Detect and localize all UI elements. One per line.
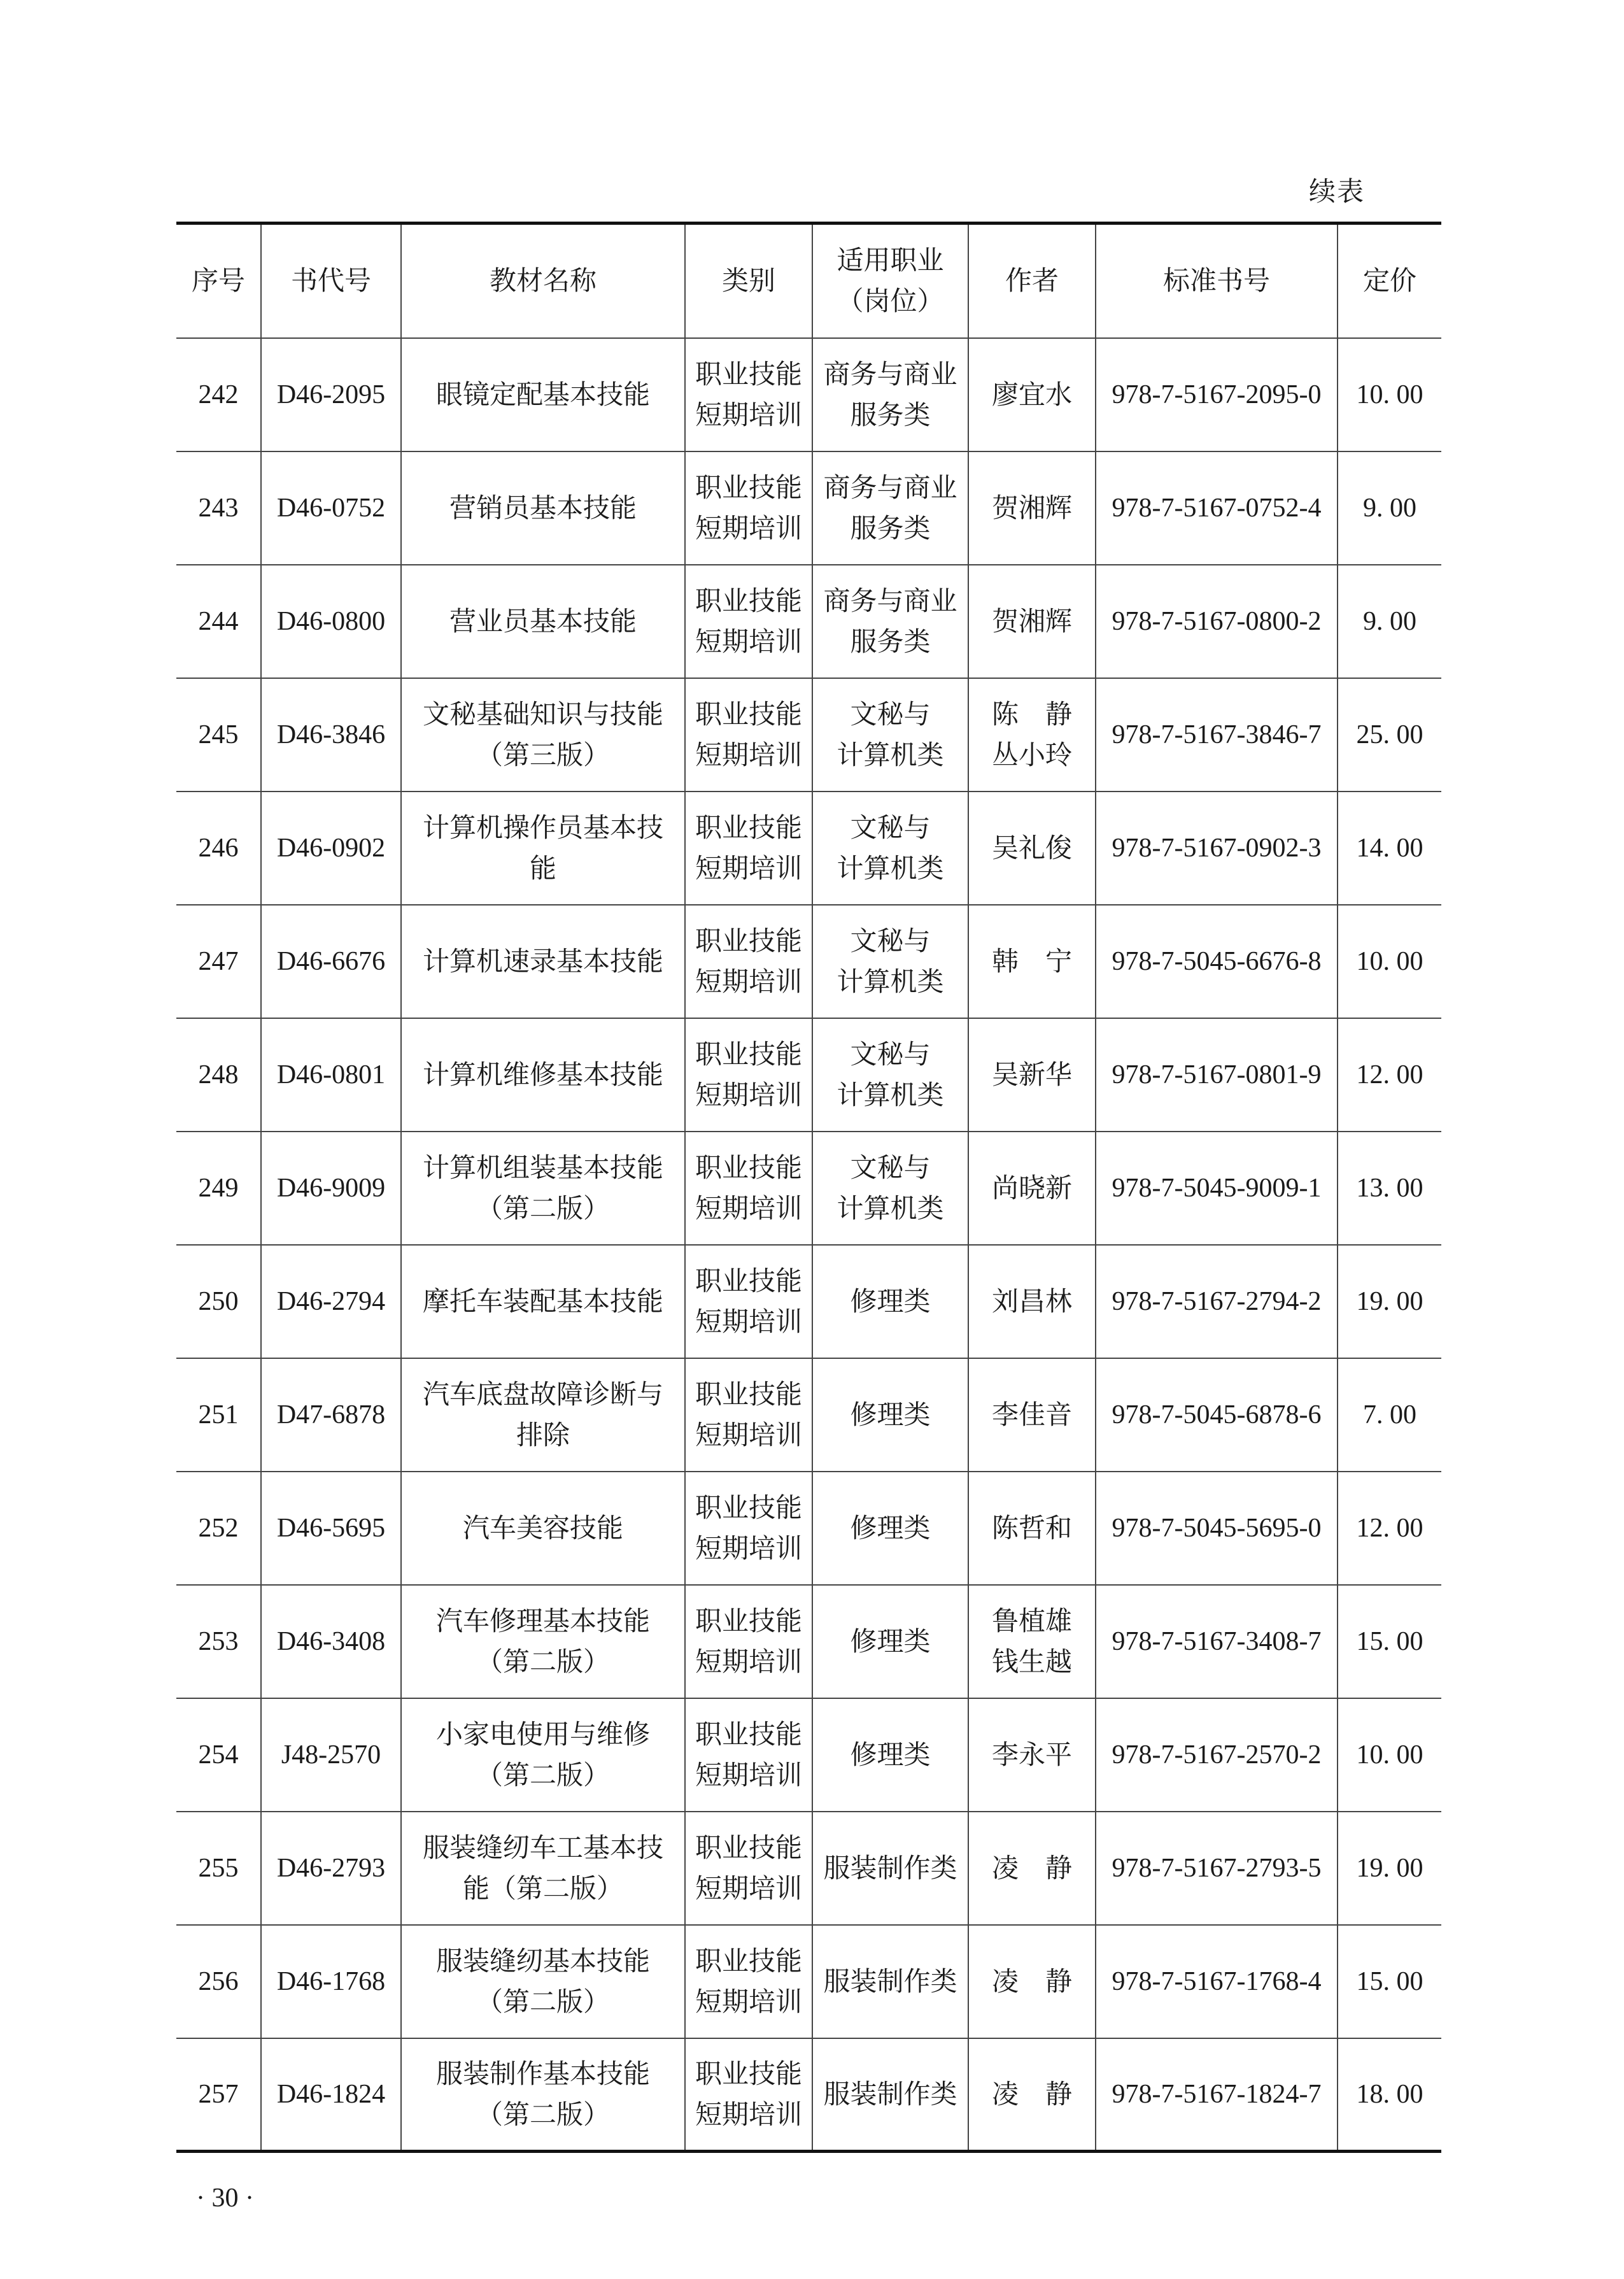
- table-row: [176, 338, 1441, 451]
- cell-occupation-line: 文秘与: [850, 811, 931, 843]
- cell-type-line: 职业技能: [695, 1378, 802, 1410]
- cell-isbn: 978-7-5167-2570-2: [1096, 1698, 1338, 1812]
- cell-name-line: （第三版）: [476, 739, 610, 770]
- cell-author: [968, 565, 1096, 678]
- cell-author-line: 鲁植雄: [991, 1605, 1072, 1636]
- cell-name-line: 排除: [516, 1419, 570, 1451]
- cell-type: [685, 1018, 812, 1132]
- cell-occupation-line: 商务与商业: [823, 358, 957, 390]
- cell-occupation: [812, 1812, 968, 1925]
- cell-name-line: 营业员基本技能: [449, 605, 637, 637]
- header-occupation: [812, 224, 968, 338]
- cell-type: [685, 1925, 812, 2038]
- cell-occupation: [812, 565, 968, 678]
- cell-isbn: 978-7-5045-6878-6: [1096, 1358, 1338, 1472]
- cell-occupation-line: 服装制作类: [823, 2078, 957, 2110]
- cell-isbn: 978-7-5167-1768-4: [1096, 1925, 1338, 2038]
- textbook-catalog-table: [176, 222, 1441, 2153]
- cell-type: [685, 678, 812, 792]
- cell-isbn: 978-7-5167-0752-4: [1096, 451, 1338, 565]
- cell-type-line: 职业技能: [695, 1038, 802, 1070]
- cell-name: [401, 338, 685, 451]
- cell-occupation-line: 计算机类: [837, 965, 944, 997]
- cell-name: [401, 1472, 685, 1585]
- cell-author: [968, 1132, 1096, 1245]
- cell-author: [968, 1358, 1096, 1472]
- cell-type: [685, 565, 812, 678]
- cell-name: [401, 451, 685, 565]
- cell-occupation-line: 服务类: [850, 399, 931, 430]
- cell-type-line: 短期培训: [695, 1419, 802, 1451]
- cell-code: D46-1824: [261, 2038, 401, 2152]
- cell-code: D46-1768: [261, 1925, 401, 2038]
- cell-price: 10. 00: [1338, 905, 1441, 1018]
- cell-type-line: 职业技能: [695, 471, 802, 503]
- cell-name: [401, 1925, 685, 2038]
- cell-price: 13. 00: [1338, 1132, 1441, 1245]
- cell-code: D46-9009: [261, 1132, 401, 1245]
- cell-type: [685, 1132, 812, 1245]
- cell-price: 12. 00: [1338, 1472, 1441, 1585]
- cell-author: [968, 1698, 1096, 1812]
- cell-type-line: 职业技能: [695, 1831, 802, 1863]
- header-row: [176, 224, 1441, 338]
- cell-price: 19. 00: [1338, 1812, 1441, 1925]
- cell-num: 252: [176, 1472, 261, 1585]
- cell-author-line: 凌 静: [991, 1965, 1072, 1997]
- cell-name-line: （第二版）: [476, 1985, 610, 2017]
- cell-isbn: 978-7-5167-3846-7: [1096, 678, 1338, 792]
- cell-price: 18. 00: [1338, 2038, 1441, 2152]
- cell-type: [685, 1585, 812, 1698]
- cell-occupation-line: 文秘与: [850, 1038, 931, 1070]
- cell-code: D46-2095: [261, 338, 401, 451]
- cell-occupation: [812, 678, 968, 792]
- cell-author-line: 廖宜水: [991, 378, 1072, 410]
- cell-name: [401, 2038, 685, 2152]
- cell-name-line: 能（第二版）: [462, 1872, 623, 1904]
- cell-type-line: 职业技能: [695, 1945, 802, 1977]
- cell-type-line: 职业技能: [695, 1265, 802, 1296]
- cell-num: 247: [176, 905, 261, 1018]
- cell-name: [401, 1132, 685, 1245]
- cell-occupation: [812, 1358, 968, 1472]
- cell-name: [401, 565, 685, 678]
- header-isbn: 标准书号: [1096, 224, 1338, 338]
- table-header: [176, 224, 1441, 338]
- cell-name-line: 计算机操作员基本技: [422, 811, 663, 843]
- cell-isbn: 978-7-5167-0801-9: [1096, 1018, 1338, 1132]
- cell-type-line: 职业技能: [695, 1605, 802, 1636]
- cell-occupation-line: 修理类: [850, 1625, 931, 1657]
- cell-occupation: [812, 451, 968, 565]
- cell-name: [401, 678, 685, 792]
- cell-code: D46-0752: [261, 451, 401, 565]
- cell-type-line: 职业技能: [695, 811, 802, 843]
- cell-occupation: [812, 1018, 968, 1132]
- cell-price: 15. 00: [1338, 1925, 1441, 2038]
- cell-num: 256: [176, 1925, 261, 2038]
- cell-num: 246: [176, 792, 261, 905]
- cell-author: [968, 905, 1096, 1018]
- cell-code: D46-6676: [261, 905, 401, 1018]
- cell-code: D46-2793: [261, 1812, 401, 1925]
- cell-type-line: 短期培训: [695, 852, 802, 884]
- cell-isbn: 978-7-5167-3408-7: [1096, 1585, 1338, 1698]
- cell-name: [401, 1812, 685, 1925]
- cell-name-line: （第二版）: [476, 1759, 610, 1791]
- cell-type: [685, 1245, 812, 1358]
- cell-name-line: 眼镜定配基本技能: [435, 378, 650, 410]
- cell-author-line: 贺湘辉: [991, 605, 1072, 637]
- cell-occupation-line: 修理类: [850, 1285, 931, 1317]
- cell-author-line: 李佳音: [991, 1398, 1072, 1430]
- cell-code: D47-6878: [261, 1358, 401, 1472]
- header-occupation-line1: 适用职业: [837, 245, 944, 276]
- cell-code: D46-0800: [261, 565, 401, 678]
- cell-type-line: 职业技能: [695, 358, 802, 390]
- cell-name-line: 摩托车装配基本技能: [422, 1285, 663, 1317]
- cell-author-line: 陈 静: [991, 698, 1072, 730]
- cell-isbn: 978-7-5167-0902-3: [1096, 792, 1338, 905]
- cell-author-line: 吴礼俊: [991, 832, 1072, 863]
- cell-type: [685, 1358, 812, 1472]
- cell-name-line: 小家电使用与维修: [435, 1718, 650, 1750]
- cell-type-line: 职业技能: [695, 585, 802, 616]
- cell-name-line: 汽车底盘故障诊断与: [422, 1378, 663, 1410]
- cell-type-line: 短期培训: [695, 625, 802, 657]
- cell-type-line: 短期培训: [695, 739, 802, 770]
- cell-type-line: 短期培训: [695, 1192, 802, 1224]
- cell-author: [968, 678, 1096, 792]
- cell-occupation-line: 文秘与: [850, 1151, 931, 1183]
- cell-occupation-line: 商务与商业: [823, 585, 957, 616]
- cell-author: [968, 1245, 1096, 1358]
- cell-code: J48-2570: [261, 1698, 401, 1812]
- header-type: 类别: [685, 224, 812, 338]
- table-row: [176, 905, 1441, 1018]
- cell-type-line: 短期培训: [695, 1305, 802, 1337]
- cell-author-line: 丛小玲: [991, 739, 1072, 770]
- cell-isbn: 978-7-5045-6676-8: [1096, 905, 1338, 1018]
- cell-type: [685, 338, 812, 451]
- cell-price: 9. 00: [1338, 565, 1441, 678]
- cell-author-line: 陈哲和: [991, 1512, 1072, 1544]
- continued-table-label: 续表: [1309, 176, 1366, 207]
- cell-author-line: 尚晓新: [991, 1172, 1072, 1203]
- cell-type-line: 短期培训: [695, 1079, 802, 1111]
- header-num: 序号: [176, 224, 261, 338]
- cell-author-line: 李永平: [991, 1738, 1072, 1770]
- cell-type-line: 短期培训: [695, 512, 802, 544]
- cell-name: [401, 1245, 685, 1358]
- cell-name-line: （第二版）: [476, 1192, 610, 1224]
- cell-name-line: 汽车修理基本技能: [435, 1605, 650, 1636]
- cell-name-line: （第二版）: [476, 2098, 610, 2130]
- cell-author-line: 韩 宁: [991, 945, 1072, 977]
- cell-type: [685, 1812, 812, 1925]
- cell-name-line: 营销员基本技能: [449, 492, 637, 523]
- table-row: [176, 1245, 1441, 1358]
- cell-num: 253: [176, 1585, 261, 1698]
- table-body: [176, 338, 1441, 2152]
- cell-author-line: 贺湘辉: [991, 492, 1072, 523]
- cell-author: [968, 2038, 1096, 2152]
- cell-name-line: 文秘基础知识与技能: [422, 698, 663, 730]
- cell-type-line: 短期培训: [695, 2098, 802, 2130]
- cell-price: 7. 00: [1338, 1358, 1441, 1472]
- cell-price: 19. 00: [1338, 1245, 1441, 1358]
- cell-author: [968, 1472, 1096, 1585]
- cell-name-line: （第二版）: [476, 1645, 610, 1677]
- cell-num: 245: [176, 678, 261, 792]
- cell-occupation-line: 计算机类: [837, 1079, 944, 1111]
- cell-author: [968, 1018, 1096, 1132]
- table-row: [176, 1925, 1441, 2038]
- cell-num: 243: [176, 451, 261, 565]
- header-author: 作者: [968, 224, 1096, 338]
- cell-type-line: 职业技能: [695, 1491, 802, 1523]
- cell-name-line: 计算机维修基本技能: [422, 1058, 663, 1090]
- cell-occupation-line: 计算机类: [837, 739, 944, 770]
- cell-num: 257: [176, 2038, 261, 2152]
- cell-author-line: 钱生越: [991, 1645, 1072, 1677]
- cell-author-line: 凌 静: [991, 2078, 1072, 2110]
- cell-name: [401, 1018, 685, 1132]
- cell-occupation-line: 服务类: [850, 625, 931, 657]
- cell-occupation: [812, 1245, 968, 1358]
- table-row: [176, 451, 1441, 565]
- cell-code: D46-0801: [261, 1018, 401, 1132]
- page-number: · 30 ·: [196, 2183, 254, 2213]
- cell-isbn: 978-7-5045-5695-0: [1096, 1472, 1338, 1585]
- header-occupation-line2: （岗位）: [837, 285, 944, 317]
- cell-num: 248: [176, 1018, 261, 1132]
- cell-occupation: [812, 1925, 968, 2038]
- cell-code: D46-2794: [261, 1245, 401, 1358]
- cell-name-line: 计算机速录基本技能: [422, 945, 663, 977]
- cell-author-line: 吴新华: [991, 1058, 1072, 1090]
- cell-num: 254: [176, 1698, 261, 1812]
- cell-occupation: [812, 1585, 968, 1698]
- cell-price: 10. 00: [1338, 338, 1441, 451]
- table-row: [176, 2038, 1441, 2152]
- table-row: [176, 678, 1441, 792]
- table-row: [176, 565, 1441, 678]
- cell-num: 251: [176, 1358, 261, 1472]
- cell-isbn: 978-7-5167-2794-2: [1096, 1245, 1338, 1358]
- cell-isbn: 978-7-5167-1824-7: [1096, 2038, 1338, 2152]
- table-row: [176, 1472, 1441, 1585]
- cell-price: 9. 00: [1338, 451, 1441, 565]
- cell-name-line: 汽车美容技能: [462, 1512, 623, 1544]
- cell-occupation: [812, 1472, 968, 1585]
- cell-price: 25. 00: [1338, 678, 1441, 792]
- cell-type-line: 短期培训: [695, 1872, 802, 1904]
- table-row: [176, 1132, 1441, 1245]
- cell-type: [685, 2038, 812, 2152]
- cell-name: [401, 1358, 685, 1472]
- cell-type-line: 短期培训: [695, 1645, 802, 1677]
- cell-occupation-line: 服务类: [850, 512, 931, 544]
- cell-name: [401, 1585, 685, 1698]
- cell-code: D46-0902: [261, 792, 401, 905]
- cell-num: 250: [176, 1245, 261, 1358]
- table-row: [176, 1358, 1441, 1472]
- cell-name: [401, 905, 685, 1018]
- cell-occupation: [812, 1698, 968, 1812]
- cell-isbn: 978-7-5167-0800-2: [1096, 565, 1338, 678]
- cell-type-line: 短期培训: [695, 1532, 802, 1564]
- cell-occupation-line: 计算机类: [837, 1192, 944, 1224]
- cell-price: 10. 00: [1338, 1698, 1441, 1812]
- cell-name-line: 服装缝纫车工基本技: [422, 1831, 663, 1863]
- cell-occupation: [812, 1132, 968, 1245]
- cell-occupation: [812, 905, 968, 1018]
- cell-author: [968, 792, 1096, 905]
- cell-author: [968, 338, 1096, 451]
- cell-name: [401, 1698, 685, 1812]
- cell-type-line: 职业技能: [695, 698, 802, 730]
- cell-code: D46-3408: [261, 1585, 401, 1698]
- cell-num: 242: [176, 338, 261, 451]
- cell-occupation-line: 服装制作类: [823, 1852, 957, 1884]
- cell-occupation-line: 计算机类: [837, 852, 944, 884]
- cell-type-line: 短期培训: [695, 399, 802, 430]
- cell-occupation-line: 修理类: [850, 1398, 931, 1430]
- cell-name-line: 计算机组装基本技能: [422, 1151, 663, 1183]
- cell-occupation-line: 文秘与: [850, 925, 931, 956]
- cell-occupation-line: 文秘与: [850, 698, 931, 730]
- header-price: 定价: [1338, 224, 1441, 338]
- cell-type-line: 职业技能: [695, 1718, 802, 1750]
- cell-price: 12. 00: [1338, 1018, 1441, 1132]
- cell-occupation: [812, 2038, 968, 2152]
- cell-type: [685, 905, 812, 1018]
- cell-author: [968, 451, 1096, 565]
- cell-type-line: 职业技能: [695, 2057, 802, 2089]
- cell-occupation-line: 修理类: [850, 1738, 931, 1770]
- cell-type: [685, 792, 812, 905]
- cell-name-line: 服装制作基本技能: [435, 2057, 650, 2089]
- cell-author-line: 刘昌林: [991, 1285, 1072, 1317]
- cell-code: D46-3846: [261, 678, 401, 792]
- cell-isbn: 978-7-5167-2793-5: [1096, 1812, 1338, 1925]
- cell-name: [401, 792, 685, 905]
- table-row: [176, 1585, 1441, 1698]
- cell-price: 14. 00: [1338, 792, 1441, 905]
- cell-author-line: 凌 静: [991, 1852, 1072, 1884]
- cell-author: [968, 1585, 1096, 1698]
- cell-occupation: [812, 338, 968, 451]
- table-row: [176, 1812, 1441, 1925]
- cell-type: [685, 451, 812, 565]
- cell-occupation-line: 商务与商业: [823, 471, 957, 503]
- cell-occupation: [812, 792, 968, 905]
- table-row: [176, 1698, 1441, 1812]
- cell-type-line: 职业技能: [695, 925, 802, 956]
- cell-code: D46-5695: [261, 1472, 401, 1585]
- cell-num: 244: [176, 565, 261, 678]
- cell-type: [685, 1472, 812, 1585]
- table-row: [176, 1018, 1441, 1132]
- cell-type-line: 短期培训: [695, 1985, 802, 2017]
- cell-type-line: 短期培训: [695, 965, 802, 997]
- cell-occupation-line: 服装制作类: [823, 1965, 957, 1997]
- cell-price: 15. 00: [1338, 1585, 1441, 1698]
- cell-author: [968, 1925, 1096, 2038]
- cell-num: 255: [176, 1812, 261, 1925]
- table-row: [176, 792, 1441, 905]
- cell-occupation-line: 修理类: [850, 1512, 931, 1544]
- header-code: 书代号: [261, 224, 401, 338]
- header-name: 教材名称: [401, 224, 685, 338]
- cell-type: [685, 1698, 812, 1812]
- cell-num: 249: [176, 1132, 261, 1245]
- cell-isbn: 978-7-5045-9009-1: [1096, 1132, 1338, 1245]
- cell-name-line: 服装缝纫基本技能: [435, 1945, 650, 1977]
- cell-author: [968, 1812, 1096, 1925]
- cell-type-line: 职业技能: [695, 1151, 802, 1183]
- cell-name-line: 能: [529, 852, 556, 884]
- cell-type-line: 短期培训: [695, 1759, 802, 1791]
- cell-isbn: 978-7-5167-2095-0: [1096, 338, 1338, 451]
